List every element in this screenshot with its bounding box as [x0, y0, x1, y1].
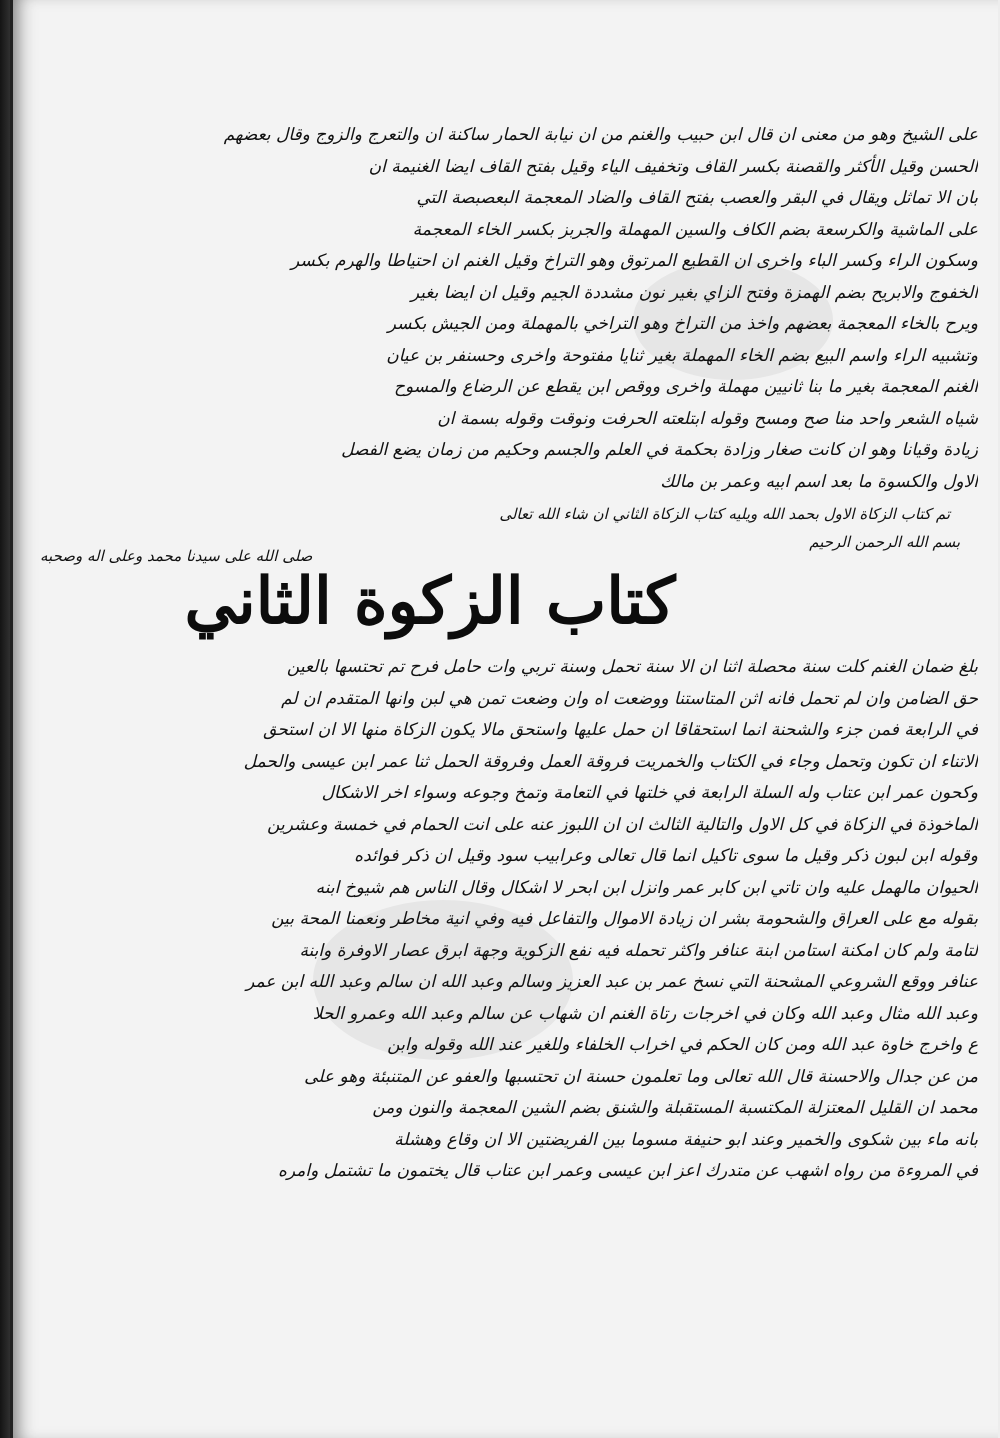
text-line: وعبد الله مثال وعبد الله وكان في اخرجات رتاة الغنم ان شهاب عن سالم وعبد الله وعمرو الحلا [312, 1003, 978, 1024]
text-line: شياه الشعر واحد منا صح ومسح وقوله ابتلعته الحرفت ونوقت وقوله بسمة ان [437, 408, 978, 429]
text-line: حق الضامن وان لم تحمل فانه اثن المتاستنا ووضعت اه وان وضعت تمن هي لبن وانها المتقدم ان لم [281, 688, 978, 709]
text-line: الماخوذة في الزكاة في كل الاول والتالية الثالث ان ان اللبوز عنه على انت الحمام في خمسة وعشرين [267, 814, 978, 835]
text-line: زيادة وقيانا وهو ان كانت صغار وزادة بحكمة في العلم والجسم وحكيم من زمان يضع الفصل [341, 440, 978, 460]
text-line: في المروءة من رواه اشهب عن متدرك اعز ابن عيسى وعمر ابن عتاب قال يختمون ما تشتمل وامره [277, 1161, 978, 1181]
text-line: الاتناء ان تكون وتحمل وجاء في الكتاب والخمريت فروقة العمل وفروقة الحمل ثنا عمر ابن عيسى والحمل [243, 751, 978, 772]
text-line: ويرح بالخاء المعجمة بعضهم واخذ من التراخ وهو التراخي بالمهملة ومن الجيش بكسر [387, 314, 978, 334]
text-line: وقوله ابن لبون ذكر وقيل ما سوى تاكيل انما قال تعالى وعرابيب سود وقيل ان ذكر فوائده [354, 846, 978, 866]
basmala: بسم الله الرحمن الرحيم [809, 533, 960, 551]
text-line: الخفوج والابريح بضم الهمزة وفتح الزاي بغير نون مشددة الجيم وقيل ان ايضا بغير [410, 282, 978, 303]
text-line: الحسن وقيل الأكثر والقصنة بكسر القاف وتخفيف الياء وقيل بفتح القاف ايضا الغنيمة ان [368, 156, 978, 177]
text-line: وسكون الراء وكسر الباء واخرى ان القطيع المرتوق وهو التراخ وقيل الغنم ان احتياطا والهرم بكسر [290, 251, 978, 271]
text-line: الاول والكسوة ما بعد اسم ابيه وعمر بن مالك [660, 471, 978, 492]
text-block-bottom [48, 652, 978, 1188]
text-line: بلغ ضمان الغنم كلت سنة محصلة اثنا ان الا سنة تحمل وسنة تربي وات حامل فرح تم تحتسها بالعين [286, 657, 978, 677]
text-line: بان الا تماثل ويقال في البقر والعصب بفتح القاف والضاد المعجمة البعصبصة التي [416, 188, 978, 208]
text-line: الحيوان مالهمل عليه وان تاتي ابن كابر عمر وانزل ابن ابحر لا اشكال وقال الناس هم شيوخ ابنه [315, 877, 978, 898]
book-title: كتاب الزكوة الثاني [184, 564, 676, 639]
text-line: في الرابعة فمن جزء والشحنة انما استحقاقا ان حمل عليها واستحق مالا يكون الزكاة منها الا ان استحق [263, 720, 978, 740]
salla-line: صلى الله على سيدنا محمد وعلى اله وصحبه [40, 547, 313, 565]
text-line: عنافر ووقع الشروعي المشحنة التي نسخ عمر بن عبد العزيز وسالم وعبد الله ان سالم وعبد الله ابن عمر [246, 972, 978, 992]
text-line: على الماشية والكرسعة بضم الكاف والسين المهملة والجربز بكسر الخاء المعجمة [412, 219, 978, 240]
text-line: على الشيخ وهو من معنى ان قال ابن حبيب والغنم من ان نيابة الحمار ساكنة ان والتعرج والزوج وقال بعضهم [223, 125, 978, 145]
text-line: من عن جدال والاحسنة قال الله تعالى وما تعلمون حسنة ان تحتسبها والعفو عن المتنبئة وهو على [304, 1066, 978, 1087]
text-block-top [48, 120, 978, 498]
text-line: محمد ان القليل المعتزلة المكتسبة المستقبلة والشنق بضم الشين المعجمة والنون ومن [372, 1098, 978, 1118]
colophon: تم كتاب الزكاة الاول بحمد الله ويليه كتاب الزكاة الثاني ان شاء الله تعالى [499, 505, 950, 523]
text-line: ع واخرج خاوة عبد الله ومن كان الحكم في اخراب الخلفاء وللغير عند الله وقوله وابن [387, 1035, 978, 1055]
text-line: بقوله مع على العراق والشحومة بشر ان زيادة الاموال والتفاعل فيه وفي انية مخاطر ونعمنا المحة بين [271, 909, 978, 929]
text-line: بانه ماء بين شكوى والخمير وعند ابو حنيفة مسوما بين الفريضتين الا ان وقاع وهشلة [394, 1129, 978, 1150]
text-line: الغنم المعجمة بغير ما بنا ثانيين مهملة واخرى ووقص ابن يقطع عن الرضاع والمسوح [394, 377, 978, 397]
text-line: وتشبيه الراء واسم البيع بضم الخاء المهملة بغير ثنايا مفتوحة واخرى وحسنفر بن عيان [386, 345, 978, 366]
text-line: لتامة ولم كان امكنة استامن ابنة عنافر واكثر تحمله فيه نفع الزكوية وجهة ابرق عصار الاوفرة وابنة [299, 940, 978, 961]
text-line: وكحون عمر ابن عتاب وله السلة الرابعة في خلتها في التعامة وتمخ وجوعه وسواء اخر الاشكال [321, 783, 978, 803]
